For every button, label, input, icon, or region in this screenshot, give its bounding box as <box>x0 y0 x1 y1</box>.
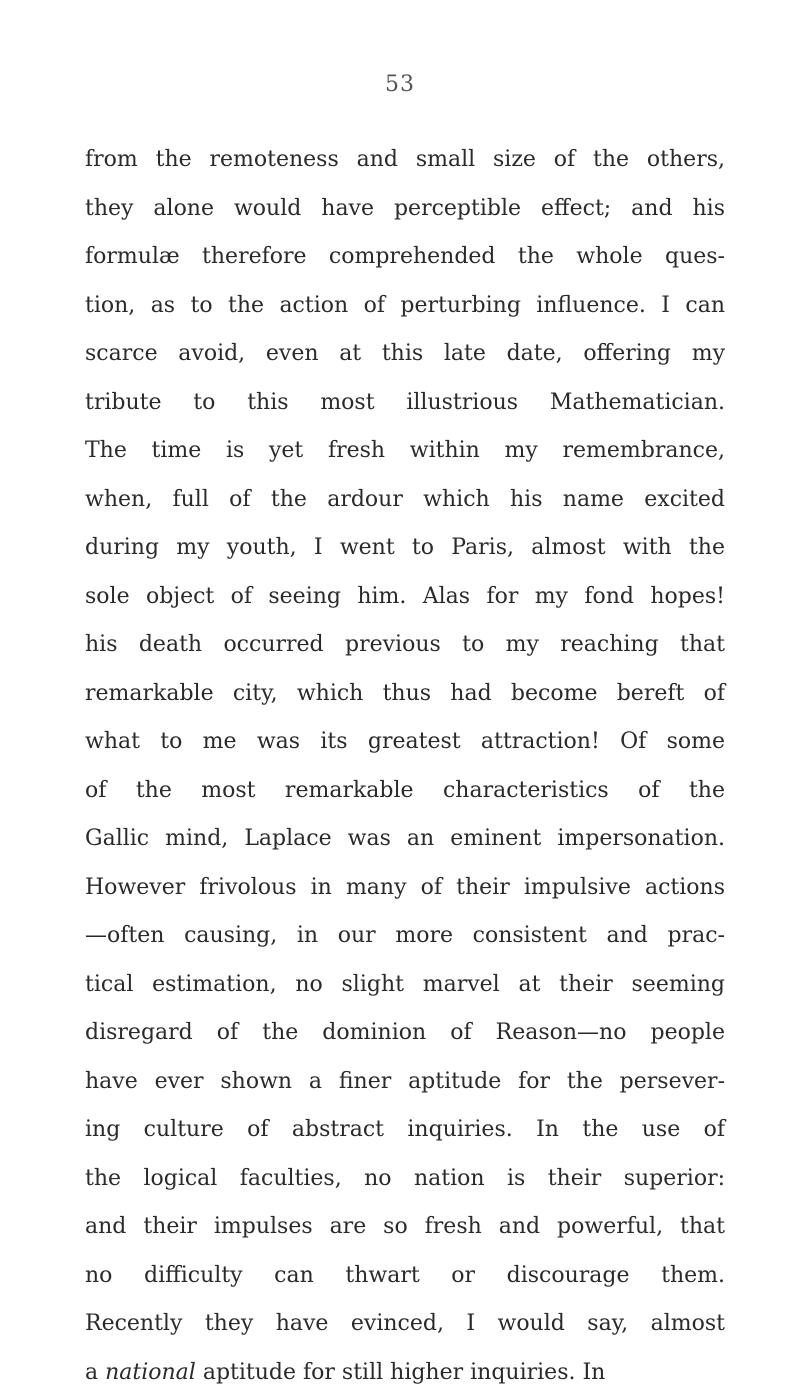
text-line-2: they alone would have perceptible effect; and his <box>85 185 725 234</box>
text-line-7: The time is yet fresh within my remembrance, <box>85 427 725 476</box>
text-line-16: However frivolous in many of their impulsive actions <box>85 864 725 913</box>
text-line-9: during my youth, I went to Paris, almost with the <box>85 524 725 573</box>
text-line-11: his death occurred previous to my reaching that <box>85 621 725 670</box>
text-line-23: and their impulses are so fresh and powerful, that <box>85 1203 725 1252</box>
body-text <box>85 136 725 1397</box>
text-line-19: disregard of the dominion of Reason—no people <box>85 1009 725 1058</box>
text-line-26-pre: a <box>85 1360 105 1385</box>
text-line-14: of the most remarkable characteristics of the <box>85 767 725 816</box>
text-line-24: no difficulty can thwart or discourage them. <box>85 1252 725 1301</box>
emphasis-national: national <box>105 1360 196 1385</box>
text-line-25: Recently they have evinced, I would say, almost <box>85 1300 725 1349</box>
text-line-21: ing culture of abstract inquiries. In the use of <box>85 1106 725 1155</box>
text-line-3: formulæ therefore comprehended the whole ques- <box>85 233 725 282</box>
text-line-15: Gallic mind, Laplace was an eminent impersonation. <box>85 815 725 864</box>
text-line-10: sole object of seeing him. Alas for my fond hopes! <box>85 573 725 622</box>
text-line-13: what to me was its greatest attraction! Of some <box>85 718 725 767</box>
text-line-4: tion, as to the action of perturbing influence. I can <box>85 282 725 331</box>
text-line-17: —often causing, in our more consistent and prac- <box>85 912 725 961</box>
text-line-12: remarkable city, which thus had become bereft of <box>85 670 725 719</box>
page-number: 53 <box>0 72 800 97</box>
text-line-26 <box>85 1349 725 1397</box>
text-line-5: scarce avoid, even at this late date, offering my <box>85 330 725 379</box>
text-line-1: from the remoteness and small size of the others, <box>85 136 725 185</box>
text-line-26-post: aptitude for still higher inquiries. In <box>196 1360 606 1385</box>
text-line-18: tical estimation, no slight marvel at their seeming <box>85 961 725 1010</box>
text-line-8: when, full of the ardour which his name excited <box>85 476 725 525</box>
text-line-6: tribute to this most illustrious Mathematician. <box>85 379 725 428</box>
text-line-20: have ever shown a finer aptitude for the persever- <box>85 1058 725 1107</box>
text-line-22: the logical faculties, no nation is their superior: <box>85 1155 725 1204</box>
